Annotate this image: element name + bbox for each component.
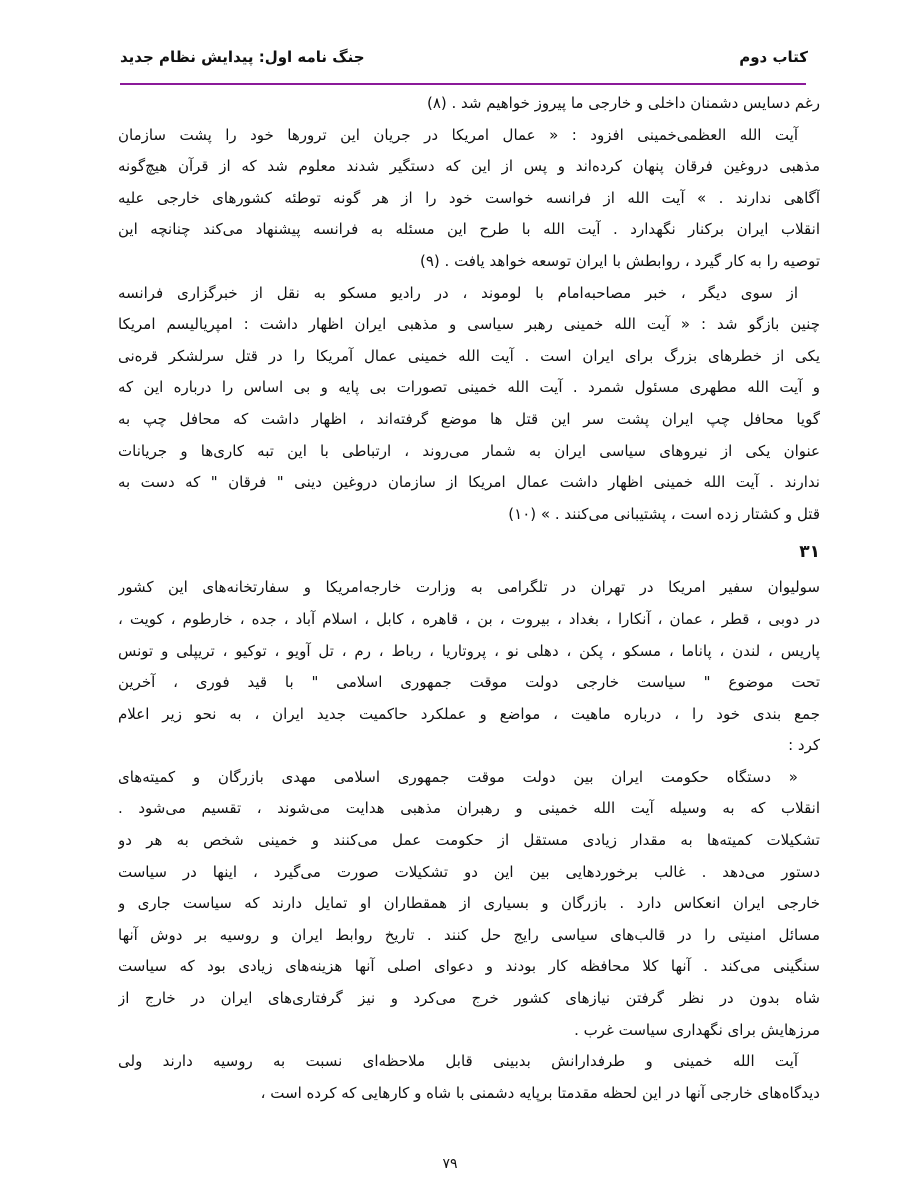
text-line: مذهبی دروغین فرقان پنهان کرده‌اند و پس از این که دستگیر شدند معلوم شد که از قرآن هیچ‌گونه bbox=[118, 157, 820, 176]
running-header-chapter: جنگ نامه اول: پیدایش نظام جدید bbox=[120, 48, 365, 66]
text-line: دستور می‌دهد . غالب برخوردهایی بین این دو تشکیلات صورت می‌گیرد ، اینها در سیاست bbox=[118, 862, 820, 881]
paragraph bbox=[118, 762, 820, 1046]
text-line: مسائل امنیتی را در قالب‌های سیاسی رایج حل کنند . تاریخ روابط ایران و روسیه بر دوش آنها bbox=[118, 925, 820, 944]
text-line: کرد : bbox=[788, 736, 820, 755]
text-line: قتل و کشتار زده است ، پشتیبانی می‌کنند . » (۱۰) bbox=[508, 504, 820, 523]
paragraph bbox=[118, 120, 820, 278]
text-line: در دوبی ، قطر ، عمان ، آنکارا ، بغداد ، بیروت ، بن ، قاهره ، کابل ، اسلام آباد ، جده ، خارطوم ، کویت ، bbox=[118, 609, 820, 628]
page-body bbox=[118, 88, 820, 1109]
text-line: تحت موضوع " سیاست خارجی دولت موقت جمهوری اسلامی " با قید فوری ، آخرین bbox=[118, 673, 820, 692]
text-line: پاریس ، لندن ، پاناما ، مسکو ، پکن ، دهلی نو ، پروتاریا ، رباط ، رم ، تل آویو ، توکیو ، تریپلی و تونس bbox=[118, 641, 820, 660]
text-line: رغم دسایس دشمنان داخلی و خارجی ما پیروز خواهیم شد . (۸) bbox=[426, 94, 820, 112]
text-line: ندارند . آیت الله خمینی اظهار داشت عمال امریکا از سازمان دروغین دینی " فرقان " که دست به bbox=[118, 473, 820, 492]
running-header-book: کتاب دوم bbox=[739, 48, 808, 66]
text-line: « دستگاه حکومت ایران بین دولت موقت جمهوری اسلامی مهدی بازرگان و کمیته‌های bbox=[118, 767, 798, 786]
text-line: شاه بدون در نظر گرفتن نیازهای کشور خرج می‌کرد و نیز گرفتاری‌های ایران در خارج از bbox=[118, 989, 820, 1008]
text-line: و آیت الله مطهری مسئول شمرد . آیت الله خمینی تصورات بی پایه و بی اساس را درباره این که bbox=[118, 378, 820, 397]
text-line: تشکیلات کمیته‌ها به مقدار زیادی مستقل از حکومت عمل می‌کنند و خمینی شخص به هر دو bbox=[118, 831, 820, 850]
text-block-top bbox=[118, 88, 820, 530]
text-line: جمع بندی خود را ، درباره ماهیت ، مواضع و عملکرد حاکمیت جدید ایران ، به نحو زیر اعلام bbox=[118, 704, 820, 723]
text-block-bottom bbox=[118, 572, 820, 1109]
section-number: ۳۱ bbox=[799, 542, 820, 563]
text-line: توصیه را به کار گیرد ، روابطش با ایران توسعه خواهد یافت . (۹) bbox=[420, 251, 820, 270]
text-line: دیدگاه‌های خارجی آنها در این لحظه مقدمتا برپایه دشمنی با شاه و کارهایی که کرده است ، bbox=[260, 1083, 820, 1102]
paragraph bbox=[118, 278, 820, 531]
paragraph bbox=[118, 1046, 820, 1109]
text-line: گویا محافل چپ ایران پشت سر این قتل ها موضع گرفته‌اند ، اظهار داشت که محافل چپ به bbox=[118, 409, 820, 428]
text-line: سولیوان سفیر امریکا در تهران در تلگرامی به وزارت خارجه‌امریکا و سفارتخانه‌های این کشور bbox=[118, 578, 820, 597]
text-line: انقلاب ایران برکنار نگهدارد . آیت الله با طرح این مسئله به فرانسه پیشنهاد می‌کند چنانچه این bbox=[118, 220, 820, 239]
paragraph bbox=[118, 88, 820, 120]
text-line: آیت الله خمینی و طرفدارانش بدبینی قابل ملاحظه‌ای نسبت به روسیه دارند ولی bbox=[118, 1052, 798, 1071]
page-number: ۷۹ bbox=[442, 1156, 458, 1172]
text-line: از سوی دیگر ، خبر مصاحبه‌امام با لوموند ، در رادیو مسکو به نقل از خبرگزاری فرانسه bbox=[118, 283, 798, 302]
header-rule bbox=[120, 83, 806, 85]
text-line: چنین بازگو شد : « آیت الله خمینی رهبر سیاسی و مذهبی ایران اظهار داشت : امپریالیسم امریکا bbox=[118, 315, 820, 334]
text-line: سنگینی می‌کند . آنها کلا محافظه کار بودند و دعوای اصلی آنها هزینه‌های زیادی بود که سیاست bbox=[118, 957, 820, 976]
paragraph bbox=[118, 572, 820, 762]
text-line: یکی از خطرهای بزرگ برای ایران است . آیت الله خمینی عمال آمریکا را در قتل سرلشکر قره‌نی bbox=[118, 346, 820, 365]
text-line: مرزهایش برای نگهداری سیاست غرب . bbox=[574, 1020, 820, 1039]
text-line: آیت الله العظمی‌خمینی افزود : « عمال امریکا در جریان این ترورها خود را پشت سازمان bbox=[118, 125, 798, 144]
text-line: آگاهی ندارند . » آیت الله از فرانسه خواست خود را از هر گونه توطئه کشورهای خارجی علیه bbox=[118, 188, 820, 207]
text-line: خارجی ایران انعکاس دارد . بازرگان و بسیاری از همقطاران او تمایل دارند که سیاست جاری و bbox=[118, 894, 820, 913]
text-line: انقلاب که به وسیله آیت الله خمینی و رهبران مذهبی هدایت می‌شوند ، تقسیم می‌شود . bbox=[118, 799, 820, 818]
text-line: عنوان یکی از نیروهای سیاسی ایران به شمار می‌روند ، ارتباطی با این تبه کاری‌ها و جریانات bbox=[118, 441, 820, 460]
